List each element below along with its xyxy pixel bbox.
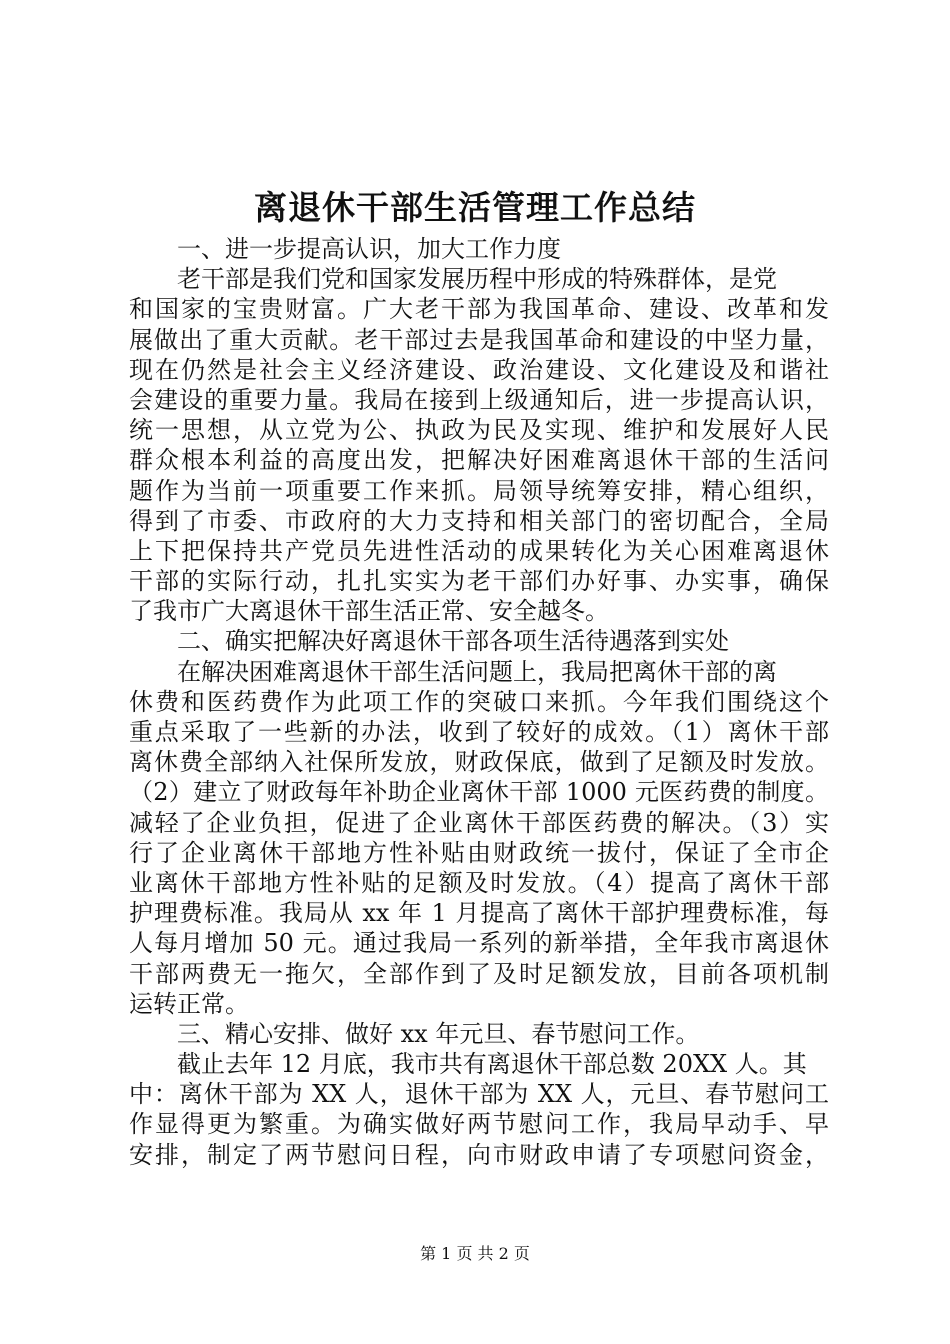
body-line: 现在仍然是社会主义经济建设、政治建设、文化建设及和谐社 bbox=[129, 355, 829, 384]
body-line: 统一思想，从立党为公、执政为民及实现、维护和发展好人民 bbox=[129, 416, 829, 445]
body-line: 干部的实际行动，扎扎实实为老干部们办好事、办实事，确保 bbox=[129, 567, 829, 596]
section-heading: 二、确实把解决好离退休干部各项生活待遇落到实处 bbox=[177, 627, 729, 656]
page-footer: 第 1 页 共 2 页 bbox=[420, 1244, 530, 1263]
document-body bbox=[129, 234, 829, 1170]
body-line: 在解决困难离退休干部生活问题上，我局把离休干部的离 bbox=[177, 657, 777, 686]
body-line: 运转正常。 bbox=[129, 989, 249, 1018]
body-line: 离休费全部纳入社保所发放，财政保底，做到了足额及时发放。 bbox=[129, 748, 829, 777]
body-line: 会建设的重要力量。我局在接到上级通知后，进一步提高认识， bbox=[129, 385, 829, 414]
body-line: 截止去年 12 月底，我市共有离退休干部总数 20XX 人。其 bbox=[177, 1050, 807, 1079]
body-line: 干部两费无一拖欠，全部作到了及时足额发放，目前各项机制 bbox=[129, 959, 829, 988]
document-title: 离退休干部生活管理工作总结 bbox=[254, 188, 696, 227]
body-line: 护理费标准。我局从 xx 年 1 月提高了离休干部护理费标准，每 bbox=[129, 899, 829, 928]
body-line: 休费和医药费作为此项工作的突破口来抓。今年我们围绕这个 bbox=[129, 687, 829, 716]
body-line: 展做出了重大贡献。老干部过去是我国革命和建设的中坚力量， bbox=[129, 325, 829, 354]
body-line: 群众根本利益的高度出发，把解决好困难离退休干部的生活问 bbox=[129, 446, 829, 475]
body-line: 业离休干部地方性补贴的足额及时发放。（4）提高了离休干部 bbox=[129, 868, 829, 897]
body-line: 了我市广大离退休干部生活正常、安全越冬。 bbox=[129, 597, 609, 626]
body-line: 安排，制定了两节慰问日程，向市财政申请了专项慰问资金， bbox=[129, 1140, 829, 1169]
body-line: 上下把保持共产党员先进性活动的成果转化为关心困难离退休 bbox=[129, 536, 829, 565]
body-line: 重点采取了一些新的办法，收到了较好的成效。（1）离休干部 bbox=[129, 718, 829, 746]
body-line: 中：离休干部为 XX 人，退休干部为 XX 人，元旦、春节慰问工 bbox=[129, 1080, 829, 1109]
body-line: 行了企业离休干部地方性补贴由财政统一拔付，保证了全市企 bbox=[129, 838, 829, 867]
body-line: 和国家的宝贵财富。广大老干部为我国革命、建设、改革和发 bbox=[129, 295, 829, 324]
body-line: 减轻了企业负担，促进了企业离休干部医药费的解决。（3）实 bbox=[129, 808, 829, 837]
body-line: （2）建立了财政每年补助企业离休干部 1000 元医药费的制度。 bbox=[129, 778, 829, 807]
body-line: 得到了市委、市政府的大力支持和相关部门的密切配合，全局 bbox=[129, 506, 829, 535]
body-line: 老干部是我们党和国家发展历程中形成的特殊群体，是党 bbox=[177, 265, 777, 294]
body-line: 题作为当前一项重要工作来抓。局领导统筹安排，精心组织， bbox=[129, 476, 829, 505]
body-line: 人每月增加 50 元。通过我局一系列的新举措，全年我市离退休 bbox=[129, 929, 829, 958]
section-heading: 一、进一步提高认识，加大工作力度 bbox=[177, 235, 561, 263]
body-line: 作显得更为繁重。为确实做好两节慰问工作，我局早动手、早 bbox=[129, 1110, 829, 1139]
section-heading: 三、精心安排、做好 xx 年元旦、春节慰问工作。 bbox=[177, 1019, 700, 1048]
